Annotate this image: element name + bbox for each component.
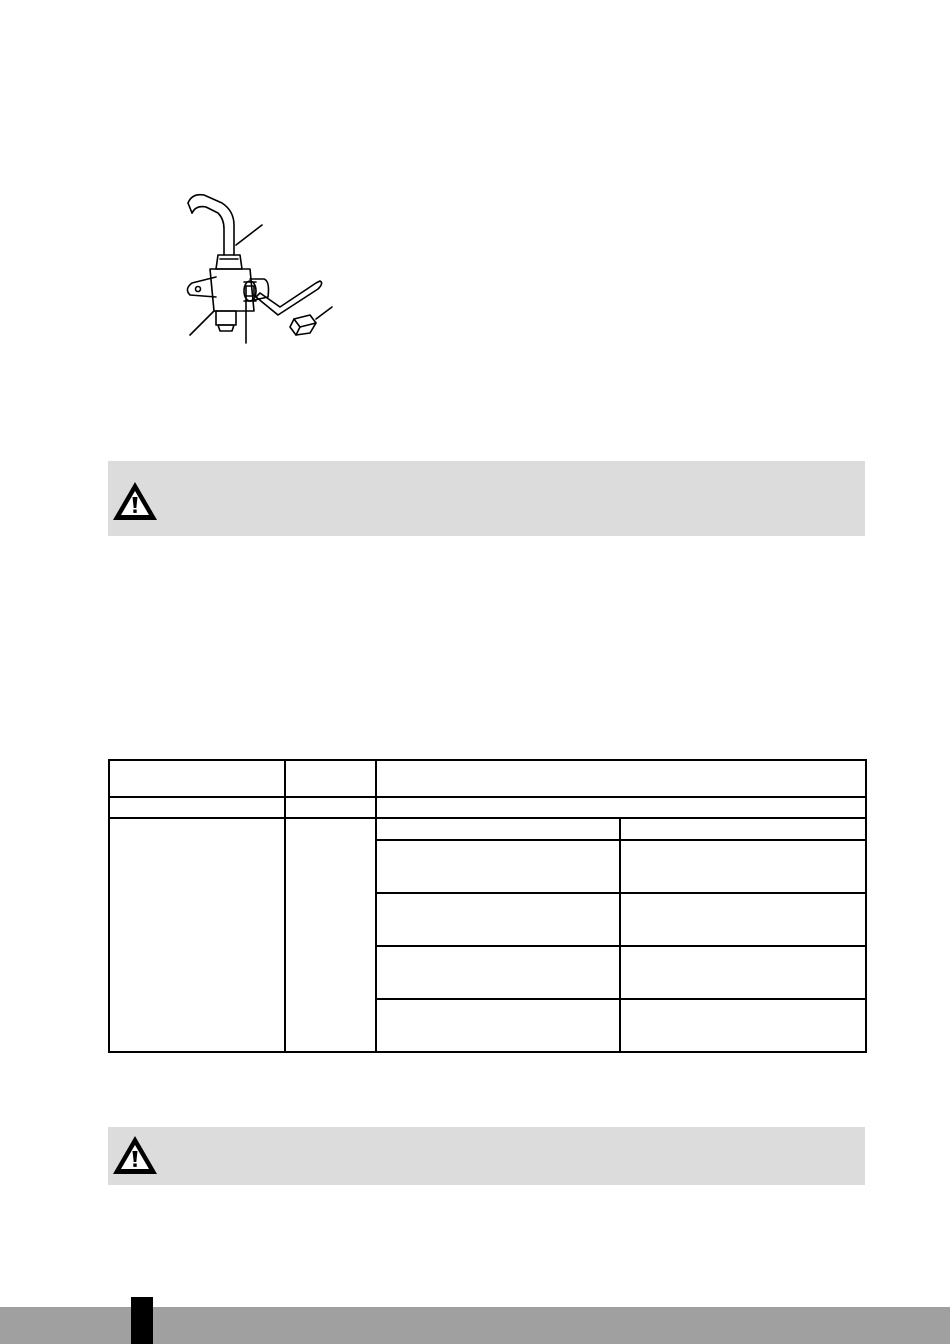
valve-diagram <box>170 185 340 350</box>
service-valve-icon <box>170 185 340 350</box>
page-footer-tab <box>131 1297 153 1344</box>
warning-box <box>108 461 865 536</box>
warning-box <box>108 1127 865 1185</box>
spec-table <box>108 759 867 1053</box>
warning-triangle-icon <box>110 1133 160 1177</box>
warning-triangle-icon <box>110 479 160 523</box>
